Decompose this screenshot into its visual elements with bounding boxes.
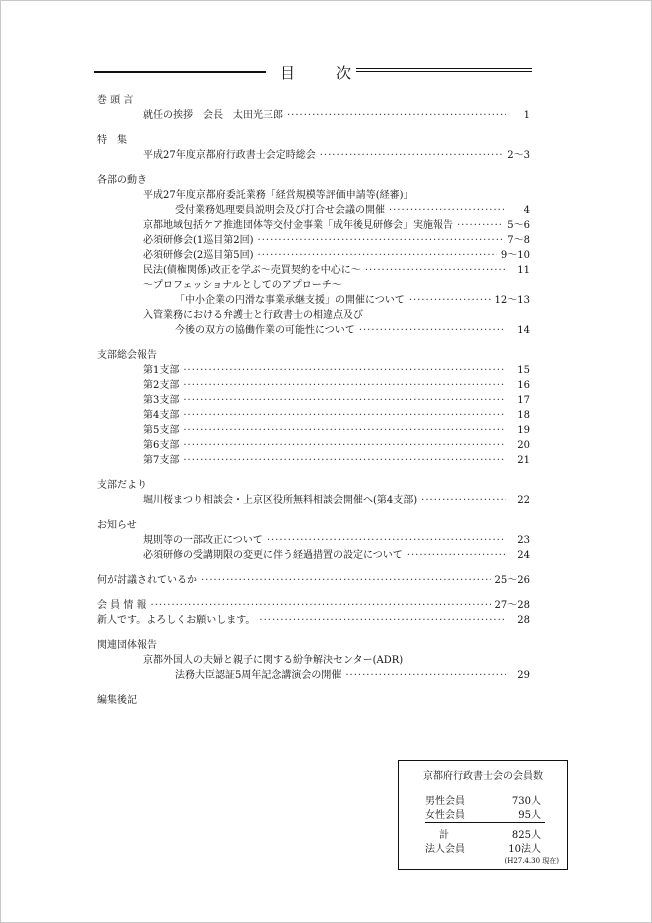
dot-leader xyxy=(183,408,506,423)
total-members-row xyxy=(425,826,541,840)
toc-entry[interactable] xyxy=(97,263,530,278)
entry-page-number: 15 xyxy=(517,365,530,376)
toc-entry[interactable] xyxy=(97,653,530,668)
entry-page-number: 24 xyxy=(517,550,530,561)
entry-title: 平成27年度京都府委託業務「経営規模等評価申請等(経審)」 xyxy=(143,190,414,201)
toc-entry[interactable] xyxy=(97,378,530,393)
entry-title: 京都外国人の夫婦と親子に関する紛争解決センター(ADR) xyxy=(143,655,404,666)
toc-section xyxy=(97,133,530,163)
section-heading: 関連団体報告 xyxy=(97,640,157,651)
dot-leader xyxy=(183,378,506,393)
male-members-label: 男性会員 xyxy=(425,796,465,807)
toc-entry[interactable] xyxy=(97,148,530,163)
section-heading: 支部総会報告 xyxy=(97,350,157,361)
dot-leader xyxy=(359,323,506,338)
toc-entry[interactable] xyxy=(97,203,530,218)
entry-page-number: 29 xyxy=(517,670,530,681)
female-members-row xyxy=(425,806,541,820)
entry-page-number: 5〜6 xyxy=(507,220,530,231)
dot-leader xyxy=(421,493,506,508)
entry-page-number: 19 xyxy=(517,425,530,436)
toc-entry[interactable] xyxy=(97,248,530,263)
total-divider xyxy=(425,822,545,823)
entry-page-number: 21 xyxy=(517,455,530,466)
dot-leader xyxy=(258,248,497,263)
dot-leader xyxy=(201,573,491,588)
entry-title: 今後の双方の協働作業の可能性について xyxy=(175,325,355,336)
entry-title: 入管業務における弁護士と行政書士の相違点及び xyxy=(143,310,363,321)
section-heading: 各部の動き xyxy=(97,175,147,186)
section-heading: 編集後記 xyxy=(97,695,137,706)
entry-title: 新人です。よろしくお願いします。 xyxy=(97,615,256,626)
toc-entry[interactable] xyxy=(97,598,530,613)
toc-entry[interactable] xyxy=(97,423,530,438)
member-count-date-note: (H27.4.30 現在) xyxy=(504,857,559,865)
entry-page-number: 18 xyxy=(517,410,530,421)
dot-leader xyxy=(457,218,503,233)
entry-title: 京都地域包括ケア推進団体等交付金事業「成年後見研修会」実施報告 xyxy=(143,220,453,231)
entry-title: 民法(債権関係)改正を学ぶ〜売買契約を中心に〜 xyxy=(143,265,361,276)
title-char-1: 目 xyxy=(280,64,297,82)
toc-entry[interactable] xyxy=(97,218,530,233)
corporate-members-row xyxy=(425,840,541,854)
entry-title: 必須研修の受講期限の変更に伴う経過措置の設定について xyxy=(143,550,403,561)
female-members-label: 女性会員 xyxy=(425,810,465,821)
toc-title xyxy=(94,62,532,82)
toc-entry[interactable] xyxy=(97,233,530,248)
entry-title: 第2支部 xyxy=(143,380,180,391)
total-members-value: 825人 xyxy=(511,830,541,841)
dot-leader xyxy=(259,613,506,628)
entry-page-number: 2〜3 xyxy=(507,150,530,161)
toc-entry[interactable] xyxy=(97,573,530,588)
section-heading: 特 集 xyxy=(97,135,127,146)
title-rule-right xyxy=(356,68,532,72)
dot-leader xyxy=(183,363,506,378)
male-members-value: 730人 xyxy=(511,796,541,807)
toc-section xyxy=(97,173,530,338)
toc-entry[interactable] xyxy=(97,548,530,563)
entry-page-number: 11 xyxy=(517,265,530,276)
dot-leader xyxy=(258,233,504,248)
entry-title: 何が討議されているか xyxy=(97,575,197,586)
entry-title: 第1支部 xyxy=(143,365,180,376)
toc-entry[interactable] xyxy=(97,393,530,408)
total-members-label: 計 xyxy=(439,830,449,841)
dot-leader xyxy=(151,598,491,613)
toc-entry[interactable] xyxy=(97,408,530,423)
toc-entry[interactable] xyxy=(97,323,530,338)
entry-page-number: 17 xyxy=(517,395,530,406)
entry-page-number: 20 xyxy=(517,440,530,451)
entry-page-number: 27〜28 xyxy=(494,600,530,611)
dot-leader xyxy=(183,438,506,453)
entry-page-number: 23 xyxy=(517,535,530,546)
corporate-members-value: 10法人 xyxy=(508,844,541,855)
dot-leader xyxy=(183,453,506,468)
section-heading: 巻 頭 言 xyxy=(97,95,134,106)
dot-leader xyxy=(320,148,504,163)
toc-entry[interactable] xyxy=(97,363,530,378)
toc-entry[interactable] xyxy=(97,438,530,453)
corporate-members-label: 法人会員 xyxy=(425,844,465,855)
toc-entry[interactable] xyxy=(97,493,530,508)
entry-title: 平成27年度京都府行政書士会定時総会 xyxy=(143,150,316,161)
member-count-box xyxy=(398,760,568,870)
entry-title: 堀川桜まつり相談会・上京区役所無料相談会開催へ(第4支部) xyxy=(143,495,418,506)
entry-page-number: 9〜10 xyxy=(500,250,530,261)
toc-entry[interactable] xyxy=(97,108,530,123)
toc-section xyxy=(97,348,530,468)
toc-section xyxy=(97,573,530,588)
entry-title: 第7支部 xyxy=(143,455,180,466)
entry-title: 規則等の一部改正について xyxy=(143,535,263,546)
toc-entry[interactable] xyxy=(97,613,530,628)
toc-entry[interactable] xyxy=(97,278,530,293)
entry-title: 「中小企業の円滑な事業承継支援」の開催について xyxy=(175,295,405,306)
toc-section xyxy=(97,638,530,683)
entry-page-number: 1 xyxy=(523,110,530,121)
toc-entry[interactable] xyxy=(97,293,530,308)
toc-entry[interactable] xyxy=(97,533,530,548)
member-count-title: 京都府行政書士会の会員数 xyxy=(423,771,543,782)
entry-page-number: 16 xyxy=(517,380,530,391)
female-members-value: 95人 xyxy=(518,810,541,821)
toc-entry[interactable] xyxy=(97,453,530,468)
entry-title: 就任の挨拶 会長 太田光三郎 xyxy=(143,110,283,121)
dot-leader xyxy=(365,263,506,278)
male-members-row xyxy=(425,792,541,806)
entry-title: 第5支部 xyxy=(143,425,180,436)
entry-page-number: 12〜13 xyxy=(494,295,530,306)
toc-entry[interactable] xyxy=(97,308,530,323)
toc-entry[interactable] xyxy=(97,188,530,203)
toc-section xyxy=(97,93,530,123)
dot-leader xyxy=(407,548,506,563)
dot-leader xyxy=(267,533,506,548)
title-rule-left xyxy=(94,71,266,73)
section-heading: 支部だより xyxy=(97,480,147,491)
entry-page-number: 28 xyxy=(517,615,530,626)
entry-page-number: 14 xyxy=(517,325,530,336)
entry-title: 会 員 情 報 xyxy=(97,600,147,611)
entry-page-number: 4 xyxy=(523,205,530,216)
entry-page-number: 25〜26 xyxy=(494,575,530,586)
entry-title: 第3支部 xyxy=(143,395,180,406)
entry-title: 必須研修会(1巡目第2回) xyxy=(143,235,254,246)
toc-section xyxy=(97,598,530,628)
dot-leader xyxy=(287,108,506,123)
dot-leader xyxy=(345,668,506,683)
entry-title: 受付業務処理要員説明会及び打合せ会議の開催 xyxy=(175,205,385,216)
dot-leader xyxy=(183,423,506,438)
entry-title: 法務大臣認証5周年記念講演会の開催 xyxy=(175,670,342,681)
entry-page-number: 7〜8 xyxy=(507,235,530,246)
entry-title: 必須研修会(2巡目第5回) xyxy=(143,250,254,261)
dot-leader xyxy=(183,393,506,408)
dot-leader xyxy=(389,203,506,218)
toc-section xyxy=(97,518,530,563)
entry-title: 〜プロフェッショナルとしてのアプローチ〜 xyxy=(143,280,342,291)
section-heading: お知らせ xyxy=(97,520,137,531)
entry-title: 第4支部 xyxy=(143,410,180,421)
toc-entry[interactable] xyxy=(97,668,530,683)
toc-section xyxy=(97,693,530,708)
toc-section xyxy=(97,478,530,508)
title-char-2: 次 xyxy=(336,64,353,82)
entry-page-number: 22 xyxy=(517,495,530,506)
dot-leader xyxy=(409,293,491,308)
entry-title: 第6支部 xyxy=(143,440,180,451)
table-of-contents xyxy=(97,93,530,708)
